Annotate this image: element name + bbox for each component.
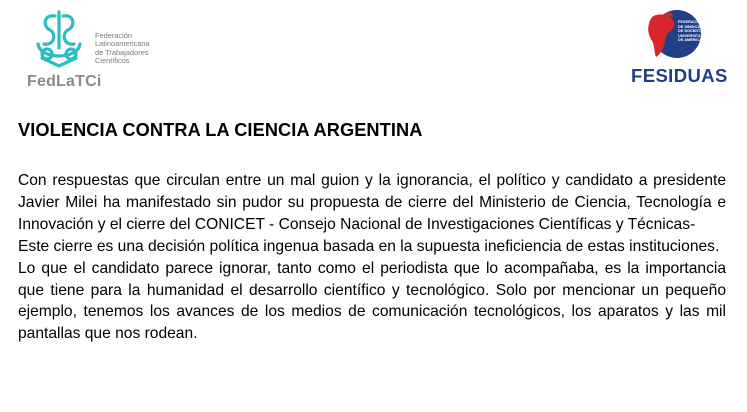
globe-line: DE DOCENTES xyxy=(678,29,706,34)
organization-name xyxy=(95,32,150,66)
fedlatci-logo xyxy=(26,8,206,98)
globe-line: UNIVERSITARIOS xyxy=(678,33,710,38)
fedlatci-acronym: FedLaTCi xyxy=(27,73,102,90)
letterhead xyxy=(0,0,747,110)
org-line: Federación xyxy=(95,31,132,40)
paragraph: Lo que el candidato parece ignorar, tanto como el periodista que lo acompañaba, es la importancia que tiene para la humanidad el desarrollo científico y tecnológico. Solo por mencionar un pequeño ejemplo, tenemos los avances de los medios de comunicación tecnológicos, los aparatos y las mil pantallas que nos rodean. xyxy=(18,259,726,343)
fesiduas-logo xyxy=(620,8,732,88)
fedlatci-emblem-icon xyxy=(26,8,92,70)
fesiduas-acronym: FESIDUAS xyxy=(631,65,728,86)
document-title: VIOLENCIA CONTRA LA CIENCIA ARGENTINA xyxy=(18,120,423,140)
org-line: Latinoamericana xyxy=(95,39,150,49)
paragraph: Este cierre es una decisión política ingenua basada en la supuesta ineficiencia de estas instituciones. xyxy=(18,237,720,255)
globe-line: FEDERACIÓN xyxy=(678,20,704,24)
org-line: de Trabajadores xyxy=(95,47,149,57)
document-body xyxy=(18,170,726,345)
globe-line: DE AMÉRICA DEL SUR xyxy=(678,38,720,43)
globe-line: DE SINDICATOS xyxy=(678,24,708,29)
globe-caption xyxy=(678,20,728,43)
org-line: Científicos xyxy=(95,56,130,66)
paragraph: Con respuestas que circulan entre un mal guion y la ignorancia, el político y candidato a presidente Javier Milei ha manifestado sin pudor su propuesta de cierre del Ministerio de Ciencia, Tecnología e Innovación y el cierre del CONICET - Consejo Nacional de Investigaciones Científicas y Técnicas- xyxy=(18,172,726,233)
